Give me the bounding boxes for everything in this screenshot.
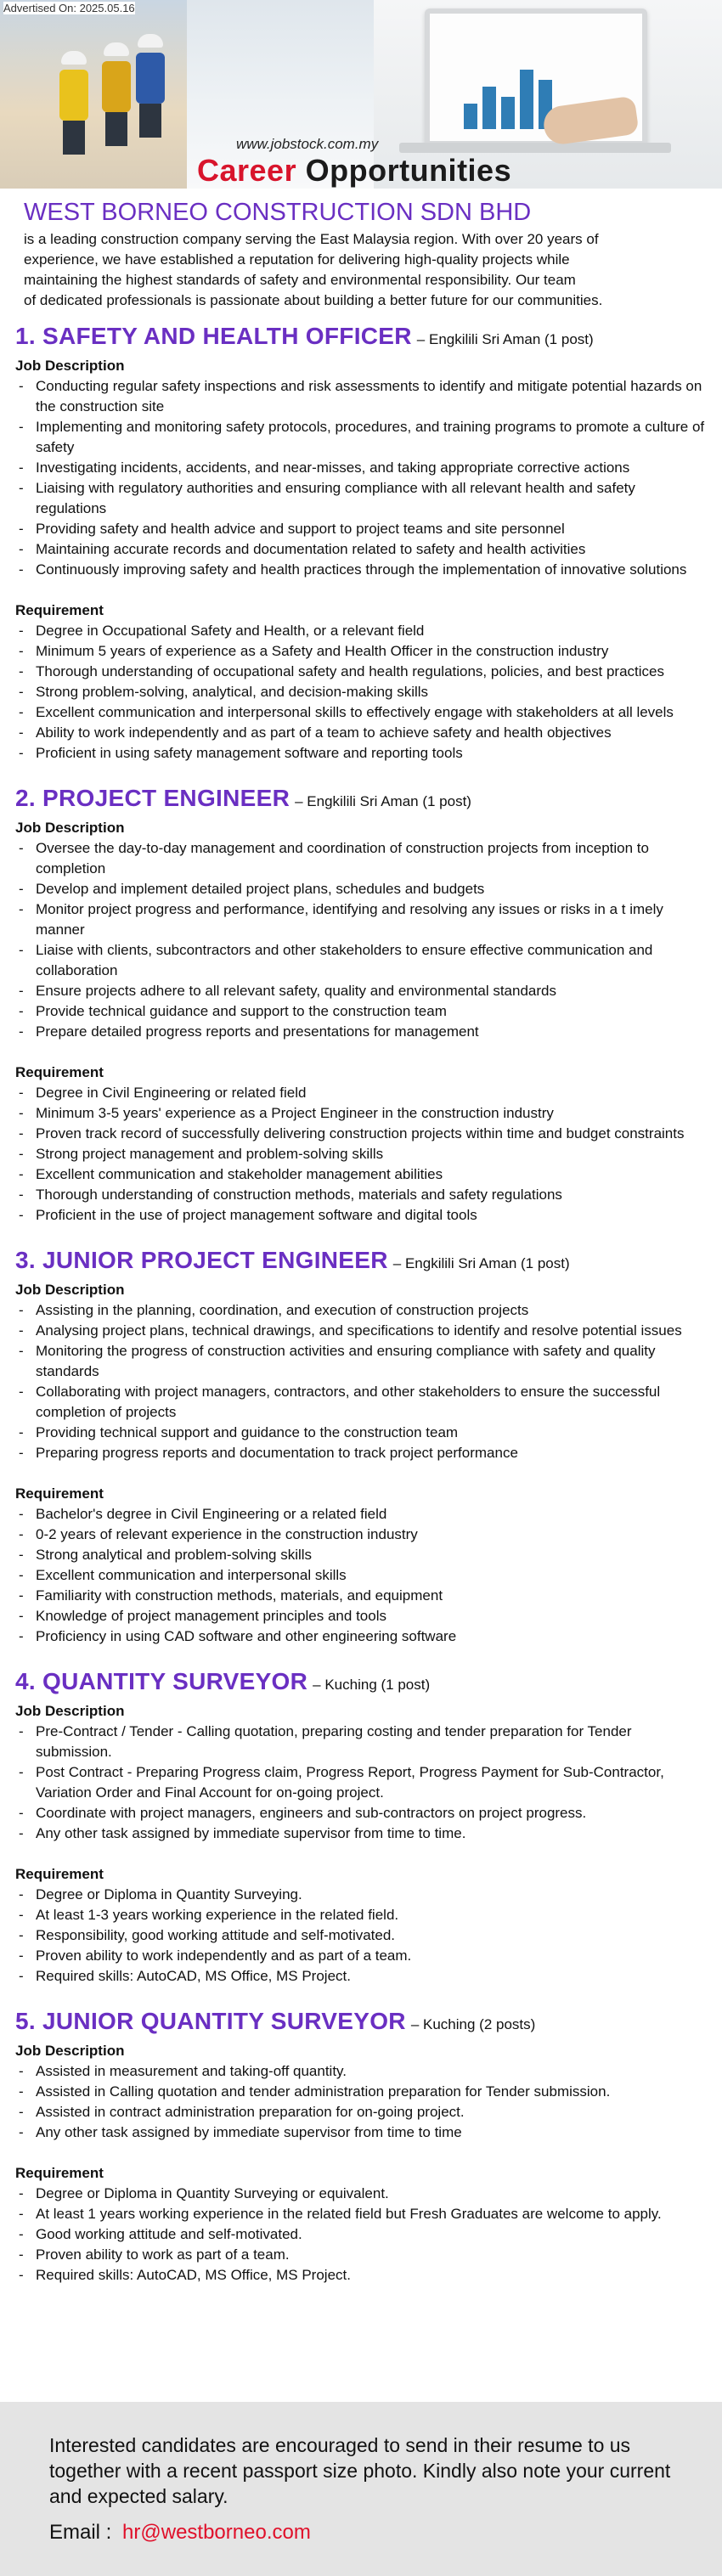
list-item: - Strong problem-solving, analytical, and decision-making skills (15, 682, 708, 702)
job-section (15, 1244, 708, 1647)
list-item: - Conducting regular safety inspections and risk assessments to identify and mitigate potential hazards on the construction site (15, 376, 708, 417)
list-item: - Excellent communication and interpersonal skills to effectively engage with stakeholders at all levels (15, 702, 708, 723)
intro-line: maintaining the highest standards of safety and environmental responsibility. Our team (24, 272, 576, 288)
career-word: Career (197, 153, 297, 188)
bullet-list (15, 1504, 708, 1647)
list-item: - Assisted in Calling quotation and tender administration preparation for Tender submission. (15, 2082, 708, 2102)
list-item: - Prepare detailed progress reports and presentations for management (15, 1022, 708, 1042)
list-item: - Proven track record of successfully delivering construction projects within time and budget constraints (15, 1124, 708, 1144)
list-item: - Knowledge of project management principles and tools (15, 1606, 708, 1626)
worker-figure (136, 34, 165, 136)
list-item: - Provide technical guidance and support to the construction team (15, 1001, 708, 1022)
company-name: WEST BORNEO CONSTRUCTION SDN BHD (24, 199, 532, 226)
list-item: - Providing technical support and guidance to the construction team (15, 1423, 708, 1443)
job-location: – Engkilili Sri Aman (1 post) (416, 331, 594, 347)
bullet-list (15, 2184, 708, 2286)
list-item: - Proven ability to work as part of a team. (15, 2245, 708, 2265)
job-section (15, 782, 708, 1226)
list-item: - Familiarity with construction methods, materials, and equipment (15, 1586, 708, 1606)
job-description-heading: Job Description (15, 2043, 125, 2059)
list-item: - Proficiency in using CAD software and other engineering software (15, 1626, 708, 1647)
list-item: - Good working attitude and self-motivated. (15, 2224, 708, 2245)
spacer (15, 1042, 708, 1063)
list-item: - Proficient in using safety management software and reporting tools (15, 743, 708, 764)
bullet-list (15, 2061, 708, 2143)
list-item: - Maintaining accurate records and documentation related to safety and health activities (15, 539, 708, 560)
job-location: – Engkilili Sri Aman (1 post) (392, 1255, 570, 1271)
list-item: - At least 1-3 years working experience in the related field. (15, 1905, 708, 1925)
list-item: - Minimum 5 years of experience as a Safety and Health Officer in the construction industry (15, 641, 708, 662)
spacer (15, 1463, 708, 1484)
bullet-list (15, 838, 708, 1042)
list-item: - Ability to work independently and as part of a team to achieve safety and health objectives (15, 723, 708, 743)
bullet-list (15, 1885, 708, 1987)
requirement-heading: Requirement (15, 1064, 104, 1080)
requirement-heading: Requirement (15, 2165, 104, 2181)
opportunities-word: Opportunities (305, 153, 512, 188)
job-description-heading: Job Description (15, 820, 125, 836)
list-item: - Continuously improving safety and health practices through the implementation of innovative solutions (15, 560, 708, 580)
website-url: www.jobstock.com.my (236, 136, 379, 152)
bullet-list (15, 621, 708, 764)
job-description-heading: Job Description (15, 1703, 125, 1719)
job-heading (15, 1244, 708, 1280)
list-item: - Pre-Contract / Tender - Calling quotation, preparing costing and tender preparation for Tender submission. (15, 1722, 708, 1762)
list-item: - Assisted in measurement and taking-off quantity. (15, 2061, 708, 2082)
job-section (15, 320, 708, 764)
bullet-list (15, 1300, 708, 1463)
list-item: - Monitor project progress and performance, identifying and resolving any issues or risks in a t imely manner (15, 899, 708, 940)
list-item: - Any other task assigned by immediate supervisor from time to time. (15, 1823, 708, 1844)
list-item: - Coordinate with project managers, engineers and sub-contractors on project progress. (15, 1803, 708, 1823)
list-item: - Degree in Occupational Safety and Health, or a relevant field (15, 621, 708, 641)
list-item: - Any other task assigned by immediate supervisor from time to time (15, 2122, 708, 2143)
list-item: - Thorough understanding of occupational safety and health regulations, policies, and best practices (15, 662, 708, 682)
job-location: – Engkilili Sri Aman (1 post) (295, 793, 471, 809)
list-item: - Develop and implement detailed project plans, schedules and budgets (15, 879, 708, 899)
worker-figure (59, 51, 88, 153)
worker-figure (102, 42, 131, 144)
job-description-heading: Job Description (15, 1282, 125, 1298)
list-item: - Assisted in contract administration preparation for on-going project. (15, 2102, 708, 2122)
job-title: 3. JUNIOR PROJECT ENGINEER (15, 1247, 388, 1273)
spacer (15, 580, 708, 600)
header-banner (0, 0, 722, 189)
spacer (15, 2143, 708, 2163)
job-heading (15, 2005, 708, 2041)
list-item: - Collaborating with project managers, contractors, and other stakeholders to ensure the successful completion of projects (15, 1382, 708, 1423)
list-item: - Liaise with clients, subcontractors and other stakeholders to ensure effective communication and collaboration (15, 940, 708, 981)
list-item: - Liaising with regulatory authorities and ensuring compliance with all relevant health and safety regulations (15, 478, 708, 519)
list-item: - Strong project management and problem-solving skills (15, 1144, 708, 1164)
bullet-list (15, 376, 708, 580)
list-item: - 0-2 years of relevant experience in the construction industry (15, 1525, 708, 1545)
list-item: - Degree or Diploma in Quantity Surveying. (15, 1885, 708, 1905)
list-item: - Implementing and monitoring safety protocols, procedures, and training programs to promote a culture of safety (15, 417, 708, 458)
list-item: - Excellent communication and stakeholder management abilities (15, 1164, 708, 1185)
job-description-heading: Job Description (15, 358, 125, 374)
intro-line: experience, we have established a reputation for delivering high-quality projects while (24, 251, 570, 268)
list-item: - Preparing progress reports and documentation to track project performance (15, 1443, 708, 1463)
laptop-base (399, 143, 671, 153)
email-link[interactable]: hr@westborneo.com (122, 2521, 311, 2544)
advertised-date: Advertised On: 2025.05.16 (3, 2, 135, 14)
list-item: - Ensure projects adhere to all relevant safety, quality and environmental standards (15, 981, 708, 1001)
job-title: 2. PROJECT ENGINEER (15, 785, 290, 811)
list-item: - Required skills: AutoCAD, MS Office, MS Project. (15, 2265, 708, 2286)
list-item: - Analysing project plans, technical drawings, and specifications to identify and resolve potential issues (15, 1321, 708, 1341)
career-opportunities-title (197, 153, 511, 189)
apply-instructions: Interested candidates are encouraged to send in their resume to us together with a recent passport size photo. Kindly also note your current and expected salary. (49, 2434, 671, 2507)
construction-workers-photo (0, 0, 187, 189)
list-item: - Strong analytical and problem-solving skills (15, 1545, 708, 1565)
job-heading (15, 782, 708, 818)
requirement-heading: Requirement (15, 1485, 104, 1502)
list-item: - Monitoring the progress of construction activities and ensuring compliance with safety and quality standards (15, 1341, 708, 1382)
job-heading (15, 1666, 708, 1701)
company-intro (24, 229, 695, 311)
job-heading (15, 320, 708, 356)
list-item: - Degree or Diploma in Quantity Surveying or equivalent. (15, 2184, 708, 2204)
intro-line: of dedicated professionals is passionate about building a better future for our communities. (24, 292, 603, 308)
list-item: - Investigating incidents, accidents, and near-misses, and taking appropriate corrective actions (15, 458, 708, 478)
list-item: - Bachelor's degree in Civil Engineering or a related field (15, 1504, 708, 1525)
list-item: - Responsibility, good working attitude and self-motivated. (15, 1925, 708, 1946)
job-title: 1. SAFETY AND HEALTH OFFICER (15, 323, 412, 349)
requirement-heading: Requirement (15, 602, 104, 618)
job-location: – Kuching (2 posts) (410, 2016, 536, 2032)
job-title: 4. QUANTITY SURVEYOR (15, 1668, 308, 1694)
list-item: - At least 1 years working experience in the related field but Fresh Graduates are welcome to apply. (15, 2204, 708, 2224)
email-line (49, 2521, 311, 2545)
bullet-list (15, 1722, 708, 1844)
job-listings (15, 320, 708, 2304)
list-item: - Proven ability to work independently and as part of a team. (15, 1946, 708, 1966)
list-item: - Proficient in the use of project management software and digital tools (15, 1205, 708, 1226)
job-location: – Kuching (1 post) (313, 1677, 431, 1693)
spacer (15, 1844, 708, 1864)
job-section (15, 1666, 708, 1987)
bullet-list (15, 1083, 708, 1226)
apply-footer (0, 2402, 722, 2576)
list-item: - Excellent communication and interpersonal skills (15, 1565, 708, 1586)
intro-line: is a leading construction company serving the East Malaysia region. With over 20 years of (24, 231, 599, 247)
list-item: - Thorough understanding of construction methods, materials and safety regulations (15, 1185, 708, 1205)
email-label: Email : (49, 2521, 112, 2544)
list-item: - Required skills: AutoCAD, MS Office, MS Project. (15, 1966, 708, 1987)
list-item: - Assisting in the planning, coordination, and execution of construction projects (15, 1300, 708, 1321)
requirement-heading: Requirement (15, 1866, 104, 1882)
list-item: - Degree in Civil Engineering or related field (15, 1083, 708, 1103)
job-title: 5. JUNIOR QUANTITY SURVEYOR (15, 2008, 406, 2034)
list-item: - Post Contract - Preparing Progress claim, Progress Report, Progress Payment for Sub-Contractor, Variation Order and Final Account for on-going project. (15, 1762, 708, 1803)
job-section (15, 2005, 708, 2286)
list-item: - Minimum 3-5 years' experience as a Project Engineer in the construction industry (15, 1103, 708, 1124)
list-item: - Oversee the day-to-day management and coordination of construction projects from inception to completion (15, 838, 708, 879)
list-item: - Providing safety and health advice and support to project teams and site personnel (15, 519, 708, 539)
